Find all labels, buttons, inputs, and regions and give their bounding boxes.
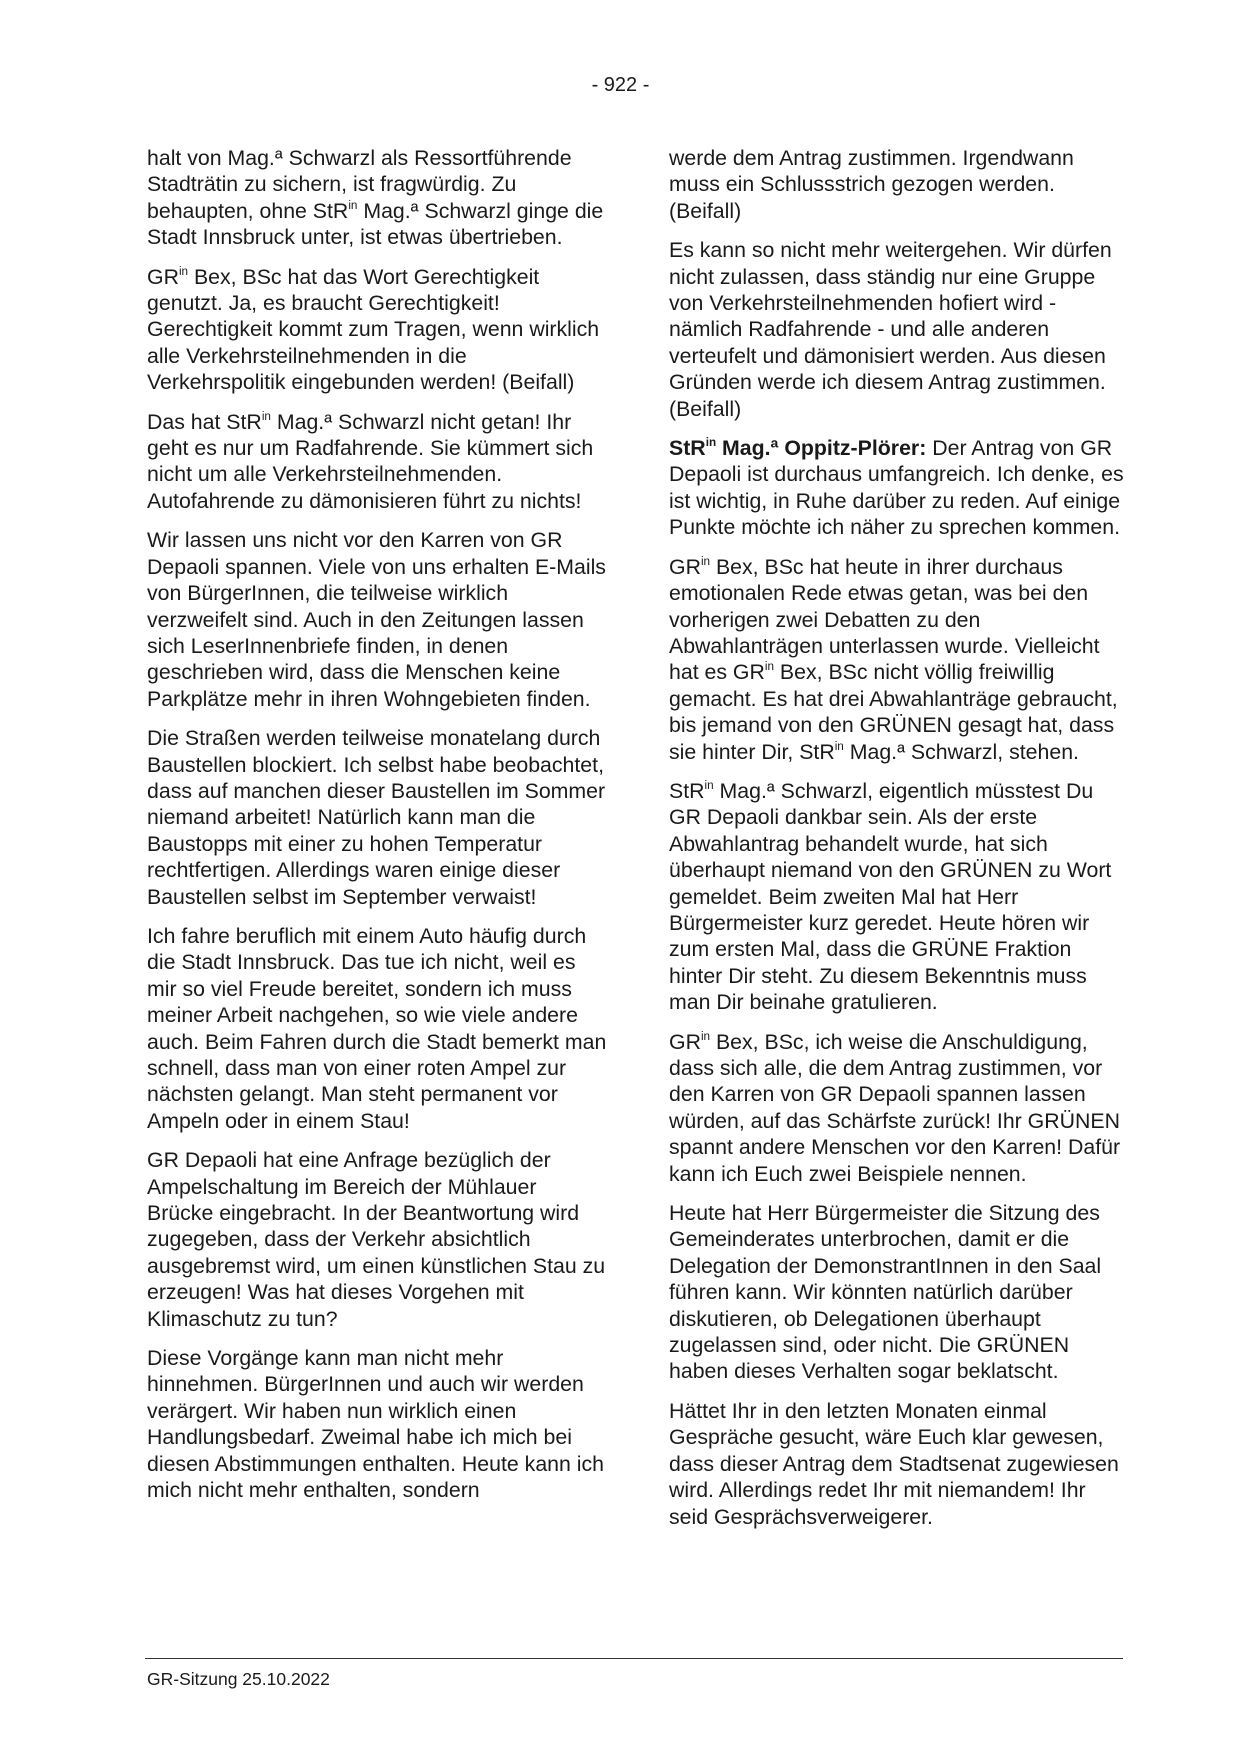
- right-column-paragraph: $GR^{in}$ Bex, BSc, ich weise die Anschuldigung, dass sich alle, die dem Antrag zustimmen, vor den Karren von GR Depaoli spannen lassen würden, auf das Schärfste zurück! Ihr GRÜNEN spannt andere Menschen vor den Karren! Dafür kann ich Euch zwei Beispiele nennen.: [669, 1029, 1121, 1186]
- right-column-paragraph: Heute hat Herr Bürgermeister die Sitzung des Gemeinderates unterbrochen, damit er die Delegation der DemonstrantInnen in den Saal führen kann. Wir könnten natürlich darüber diskutieren, ob Delegationen überhaupt zugelassen sind, oder nicht. Die GRÜNEN haben dieses Verhalten sogar beklatscht.: [669, 1201, 1102, 1384]
- footer-divider: [145, 1658, 1123, 1659]
- left-column-paragraph: $GR^{in}$ Bex, BSc hat das Wort Gerechtigkeit genutzt. Ja, es braucht Gerechtigkeit! Gerechtigkeit kommt zum Tragen, wenn wirklich alle Verkehrsteilnehmenden in die Verkehrspolitik eingebunden werden! (Beifall): [147, 264, 600, 395]
- right-column-paragraph: Hättet Ihr in den letzten Monaten einmal Gespräche gesucht, wäre Euch klar gewesen, dass dieser Antrag dem Stadtsenat zugewiesen wird. Allerdings redet Ihr mit niemandem! Ihr seid Gesprächsverweigerer.: [669, 1398, 1119, 1529]
- left-column-paragraph: GR Depaoli hat eine Anfrage bezüglich der Ampelschaltung im Bereich der Mühlauer Brücke eingebracht. In der Beantwortung wird zugegeben, dass der Verkehr absichtlich ausgebremst wird, um einen künstlichen Stau zu erzeugen! Was hat dieses Vorgehen mit Klimaschutz zu tun?: [147, 1148, 606, 1331]
- left-column-paragraph: Wir lassen uns nicht vor den Karren von GR Depaoli spannen. Viele von uns erhalten E-Mails von BürgerInnen, die teilweise wirklich verzweifelt sind. Auch in den Zeitungen lassen sich LeserInnenbriefe finden, in denen geschrieben wird, dass die Menschen keine Parkplätze mehr in ihren Wohngebieten finden.: [147, 528, 606, 711]
- left-column-paragraph: Diese Vorgänge kann man nicht mehr hinnehmen. BürgerInnen und auch wir werden verärgert. Wir haben nun wirklich einen Handlungsbedarf. Zweimal habe ich mich bei diesen Abstimmungen enthalten. Heute kann ich mich nicht mehr enthalten, sondern: [147, 1346, 604, 1503]
- left-column-paragraph: Die Straßen werden teilweise monatelang durch Baustellen blockiert. Ich selbst habe beobachtet, dass auf manchen dieser Baustellen im Sommer niemand arbeitet! Natürlich kann man die Baustopps mit einer zu hohen Temperatur rechtfertigen. Allerdings waren einige dieser Baustellen selbst im September verwaist!: [147, 726, 606, 909]
- right-column-paragraph: StR$^{in}$ Mag.ª Schwarzl, eigentlich müsstest Du GR Depaoli dankbar sein. Als der erste Abwahlantrag behandelt wurde, hat sich überhaupt niemand von den GRÜNEN zu Wort gemeldet. Beim zweiten Mal hat Herr Bürgermeister kurz geredet. Heute hören wir zum ersten Mal, dass die GRÜNE Fraktion hinter Dir steht. Zu diesem Bekenntnis muss man Dir beinahe gratulieren.: [669, 778, 1112, 1015]
- footer-session-date: GR-Sitzung 25.10.2022: [147, 1669, 330, 1689]
- left-column-paragraph: Das hat StR$^{in}$ Mag.ª Schwarzl nicht getan! Ihr geht es nur um Radfahrende. Sie kümmert sich nicht um alle Verkehrsteilnehmenden. Autofahrende zu dämonisieren führt zu nichts!: [147, 409, 594, 513]
- right-column-paragraph: StR$^{in}$ Mag.ª Oppitz-Plörer: Der Antrag von GR Depaoli ist durchaus umfangreich. Ich denke, es ist wichtig, in Ruhe darüber zu reden. Auf einige Punkte möchte ich näher zu sprechen kommen.: [669, 436, 1124, 540]
- right-column: [669, 145, 1129, 1543]
- right-column-paragraph: $GR^{in}$ Bex, BSc hat heute in ihrer durchaus emotionalen Rede etwas getan, was bei den vorherigen zwei Debatten zu den Abwahlanträgen unterlassen wurde. Vielleicht hat es $GR^{in}$ Bex, BSc nicht völlig freiwillig gemacht. Es hat drei Abwahlanträge gebraucht, bis jemand von den GRÜNEN gesagt hat, dass sie hinter Dir, StR$^{in}$ Mag.ª Schwarzl, stehen.: [669, 554, 1118, 764]
- left-column: [147, 145, 607, 1517]
- page-number: - 922 -: [591, 74, 650, 96]
- left-column-paragraph: halt von Mag.ª Schwarzl als Ressortführende Stadträtin zu sichern, ist fragwürdig. Zu behaupten, ohne StR$^{in}$ Mag.ª Schwarzl ginge die Stadt Innsbruck unter, ist etwas übertrieben.: [147, 146, 604, 250]
- right-column-paragraph: werde dem Antrag zustimmen. Irgendwann muss ein Schlussstrich gezogen werden. (Beifall): [669, 146, 1074, 223]
- left-column-paragraph: Ich fahre beruflich mit einem Auto häufig durch die Stadt Innsbruck. Das tue ich nicht, weil es mir so viel Freude bereitet, sondern ich muss meiner Arbeit nachgehen, so wie viele andere auch. Beim Fahren durch die Stadt bemerkt man schnell, dass man von einer roten Ampel zur nächsten gelangt. Man steht permanent vor Ampeln oder in einem Stau!: [147, 923, 607, 1133]
- right-column-paragraph: Es kann so nicht mehr weitergehen. Wir dürfen nicht zulassen, dass ständig nur eine Gruppe von Verkehrsteilnehmenden hofiert wird - nämlich Radfahrende - und alle anderen verteufelt und dämonisiert werden. Aus diesen Gründen werde ich diesem Antrag zustimmen. (Beifall): [669, 238, 1112, 421]
